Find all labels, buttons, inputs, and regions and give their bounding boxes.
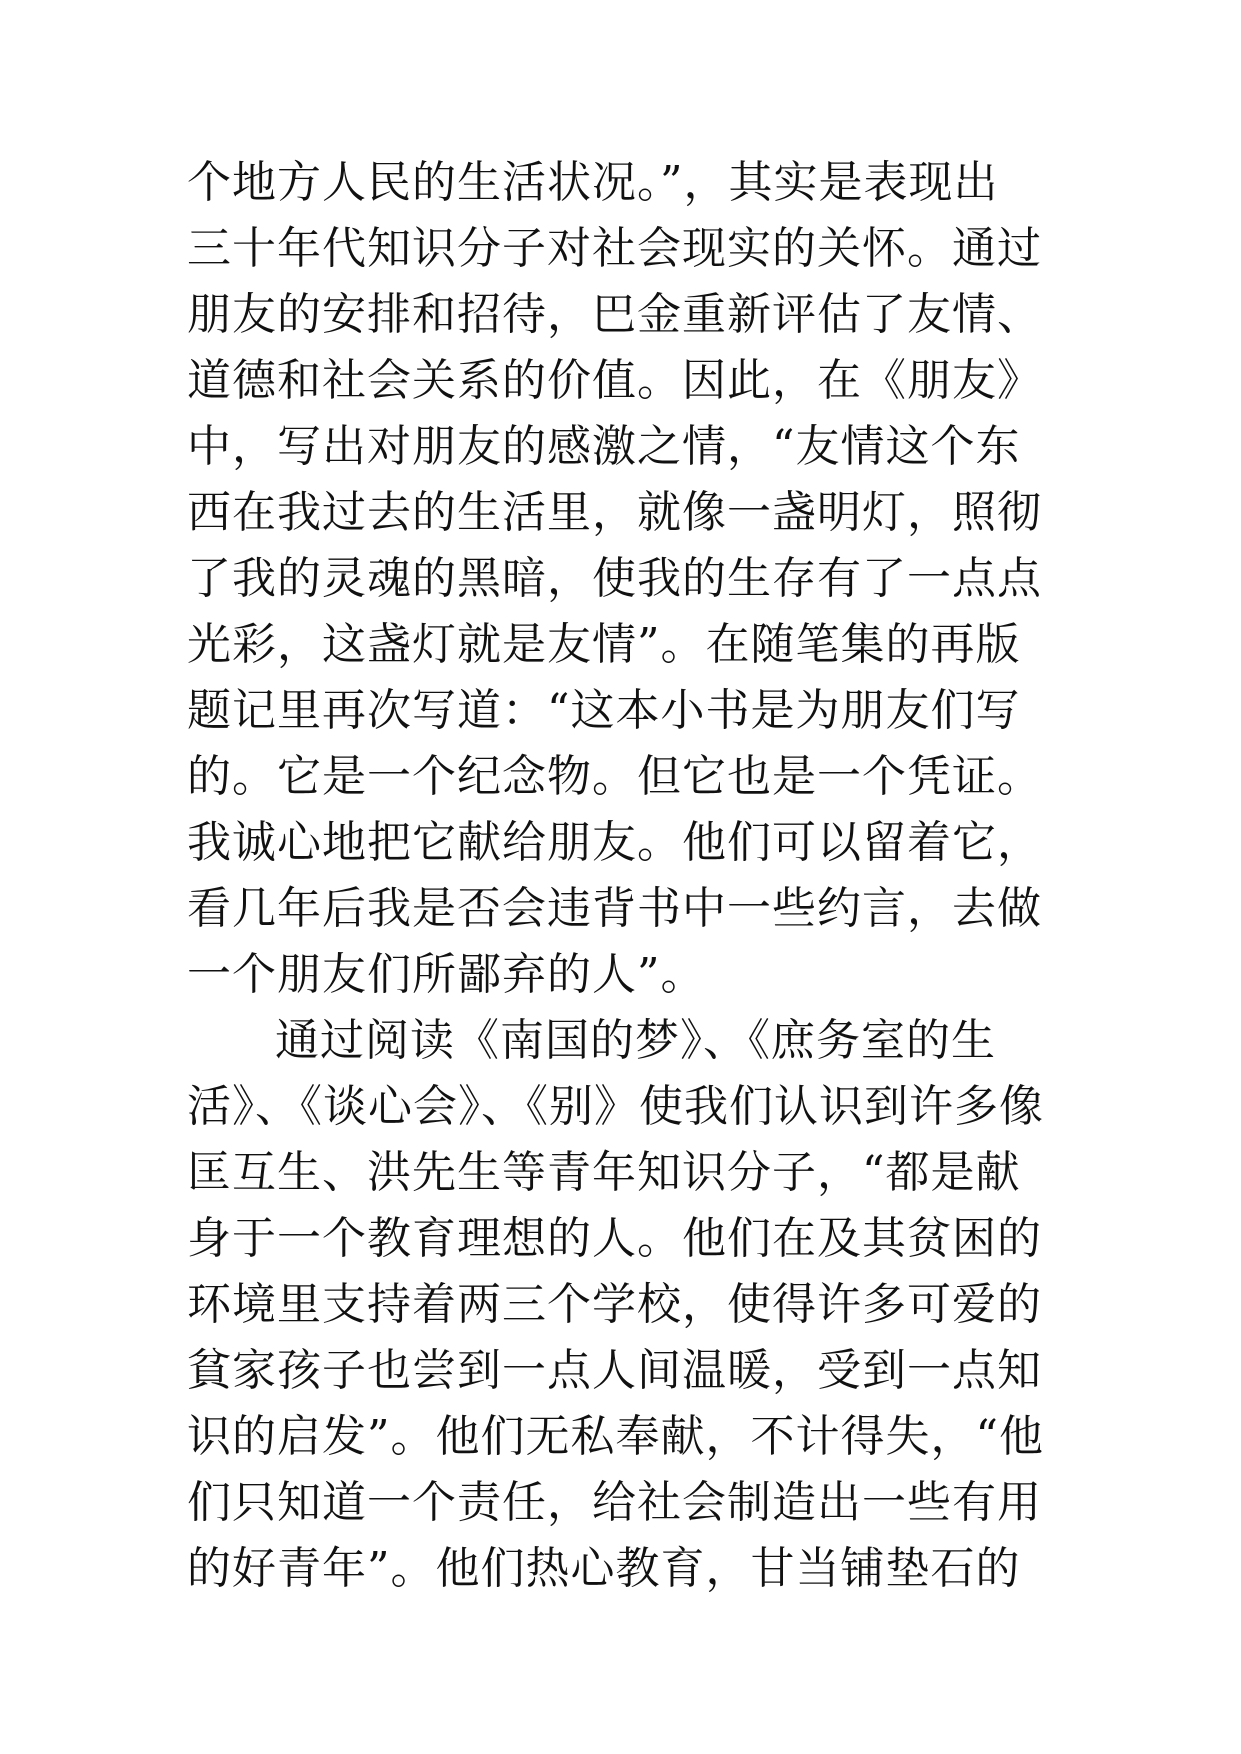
text-line: 活》、《谈心会》、《别》使我们认识到许多像 [187, 1081, 1044, 1132]
text-line: 貧家孩子也尝到一点人间温暖，受到一点知 [187, 1345, 1042, 1396]
text-line: 朋友的安排和招待，巴金重新评估了友情、 [187, 289, 1042, 340]
text-line: 匡互生、洪先生等青年知识分子，“都是献 [187, 1147, 1021, 1198]
paragraph-2 [187, 1008, 1087, 1602]
text-line: 们只知道一个责任，给社会制造出一些有用 [187, 1477, 1042, 1528]
text-line: 道德和社会关系的价值。因此，在《朋友》 [187, 355, 1042, 406]
text-line: 光彩，这盏灯就是友情”。在随笔集的再版 [187, 619, 1021, 670]
text-line: 身于一个教育理想的人。他们在及其贫困的 [187, 1213, 1042, 1264]
text-line: 环境里支持着两三个学校，使得许多可爱的 [187, 1279, 1042, 1330]
text-line: 中，写出对朋友的感激之情，“友情这个东 [187, 421, 1021, 472]
text-line: 三十年代知识分子对社会现实的关怀。通过 [187, 223, 1042, 274]
text-line: 看几年后我是否会违背书中一些约言，去做 [187, 883, 1042, 934]
text-line: 通过阅读《南国的梦》、《庶务室的生 [275, 1015, 996, 1066]
text-line: 的。它是一个纪念物。但它也是一个凭证。 [187, 751, 1042, 802]
text-line: 个地方人民的生活状况。”，其实是表现出 [187, 157, 999, 208]
text-line: 的好青年”。他们热心教育，甘当铺垫石的 [187, 1543, 1021, 1594]
body-text [187, 150, 1087, 1602]
text-line: 我诚心地把它献给朋友。他们可以留着它， [187, 817, 1042, 868]
text-line: 西在我过去的生活里，就像一盏明灯，照彻 [187, 487, 1042, 538]
text-line: 一个朋友们所鄙弃的人”。 [187, 949, 706, 1000]
text-line: 识的启发”。他们无私奉献，不计得失，“他 [187, 1411, 1044, 1462]
text-line: 了我的灵魂的黑暗，使我的生存有了一点点 [187, 553, 1042, 604]
text-line: 题记里再次写道：“这本小书是为朋友们写 [187, 685, 1021, 736]
paragraph-1 [187, 150, 1087, 1008]
